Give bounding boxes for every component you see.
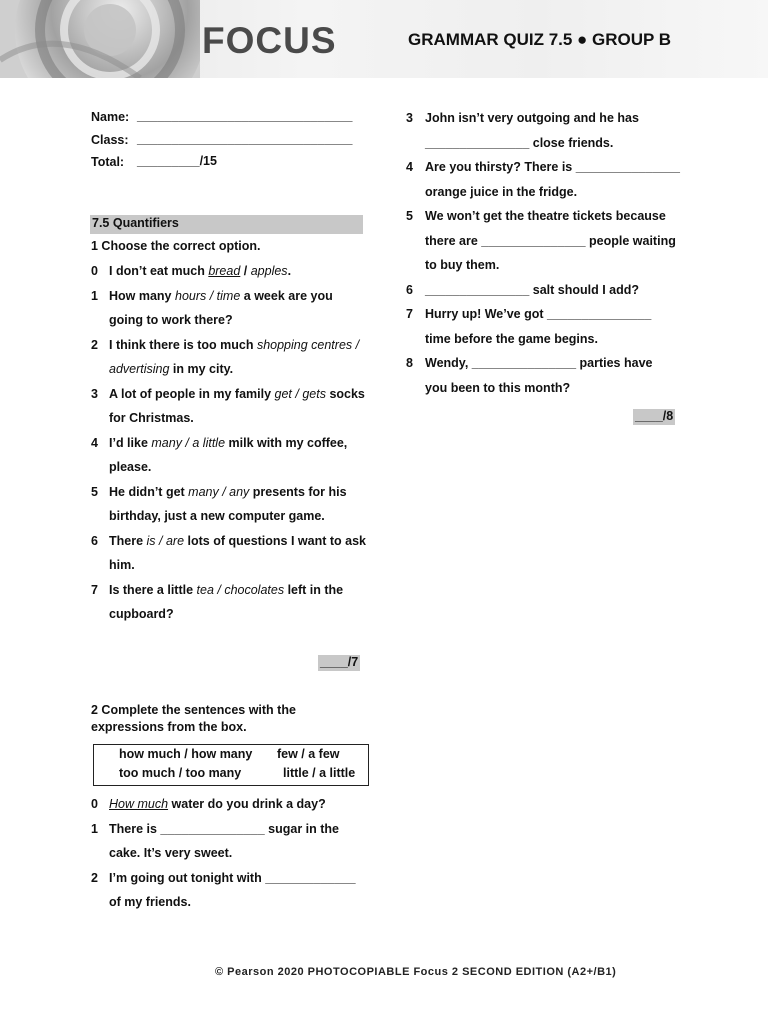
question-number: 2 xyxy=(91,337,98,352)
question-number: 3 xyxy=(91,386,98,401)
question-number: 5 xyxy=(91,484,98,499)
name-label: Name: xyxy=(91,110,130,124)
exercise2-question-text: there are _______________ people waiting xyxy=(425,233,676,248)
question-number: 8 xyxy=(406,356,413,370)
exercise2-question-text: _______________ salt should I add? xyxy=(425,282,640,297)
section-title: 7.5 Quantifiers xyxy=(92,216,179,230)
class-field[interactable]: _______________________________ xyxy=(137,132,353,146)
exercise1-question-text: going to work there? xyxy=(109,313,233,327)
question-number: 6 xyxy=(91,533,98,548)
exercise1-question-text: birthday, just a new computer game. xyxy=(109,509,325,523)
question-number: 1 xyxy=(91,288,98,303)
exercise2-question-text: How much water do you drink a day? xyxy=(109,797,326,811)
page-header xyxy=(0,0,768,78)
exercise2-question-text: There is _______________ sugar in the xyxy=(109,821,340,836)
question-number: 7 xyxy=(91,582,98,597)
exercise1-question-text: for Christmas. xyxy=(109,411,194,425)
brand-logo-text: FOCUS xyxy=(202,20,337,61)
exercise1-question-text: please. xyxy=(109,460,152,474)
quiz-title: GRAMMAR QUIZ 7.5 ● GROUP B xyxy=(408,30,672,49)
name-field[interactable]: _______________________________ xyxy=(137,109,353,123)
exercise1-score[interactable]: ____/7 xyxy=(320,655,359,669)
word-box xyxy=(93,744,369,786)
question-number: 5 xyxy=(406,209,413,223)
exercise1-question-text: He didn’t get many / any presents for his xyxy=(109,484,347,499)
exercise1-question-text: I’d like many / a little milk with my coffee, xyxy=(109,435,348,450)
exercise2-question-text: _______________ close friends. xyxy=(425,135,614,150)
exercise2-question-text: to buy them. xyxy=(425,258,500,272)
question-number: 1 xyxy=(91,821,98,836)
exercise1-question-text: Is there a little tea / chocolates left in the xyxy=(109,582,344,597)
page-footer: © Pearson 2020 PHOTOCOPIABLE Focus 2 SECOND EDITION (A2+/B1) xyxy=(215,966,617,978)
exercise2-question-text: Hurry up! We’ve got _______________ xyxy=(425,307,652,321)
question-number: 0 xyxy=(91,797,98,811)
exercise1-question-text: How many hours / time a week are you xyxy=(109,288,333,303)
exercise2-question-text: We won’t get the theatre tickets because xyxy=(425,209,666,223)
exercise1-question-text: him. xyxy=(109,558,135,572)
exercise1-question-text: I don’t eat much bread / apples. xyxy=(109,264,292,278)
word-box-option: few / a few xyxy=(277,747,340,761)
exercise1-question-text: I think there is too much shopping centres / xyxy=(109,337,360,352)
exercise2-instruction-line2: expressions from the box. xyxy=(91,720,247,734)
exercise2-question-text: Are you thirsty? There is _______________ xyxy=(425,160,681,174)
exercise2-question-text: John isn’t very outgoing and he has xyxy=(425,111,639,125)
question-number: 7 xyxy=(406,307,413,321)
exercise2-question-text: cake. It’s very sweet. xyxy=(109,846,233,860)
total-field[interactable]: _________/15 xyxy=(137,154,217,168)
class-label: Class: xyxy=(91,133,129,147)
question-number: 4 xyxy=(91,435,98,450)
exercise2-question-text: orange juice in the fridge. xyxy=(425,184,578,199)
question-number: 6 xyxy=(406,282,413,297)
exercise2-question-text: time before the game begins. xyxy=(425,331,598,346)
exercise2-question-text: Wendy, _______________ parties have xyxy=(425,356,653,370)
word-box-option: how much / how many xyxy=(119,747,253,761)
question-number: 2 xyxy=(91,870,98,885)
exercise2-instruction-line1: 2 Complete the sentences with the xyxy=(91,703,296,717)
total-label: Total: xyxy=(91,155,125,169)
exercise1-question-text: A lot of people in my family get / gets socks xyxy=(109,386,365,401)
exercise2-question-text: you been to this month? xyxy=(425,380,571,395)
question-number: 0 xyxy=(91,264,98,278)
exercise1-instruction: 1 Choose the correct option. xyxy=(91,239,261,253)
question-number: 4 xyxy=(406,160,413,174)
exercise2-question-text: I’m going out tonight with _____________ xyxy=(109,870,356,885)
exercise2-score[interactable]: ____/8 xyxy=(635,409,674,423)
exercise1-question-text: cupboard? xyxy=(109,607,174,621)
question-number: 3 xyxy=(406,111,413,125)
exercise2-question-text: of my friends. xyxy=(109,895,191,909)
exercise1-question-text: There is / are lots of questions I want to ask xyxy=(109,533,366,548)
exercise1-question-text: advertising in my city. xyxy=(109,362,234,376)
word-box-option: little / a little xyxy=(283,766,356,780)
word-box-option: too much / too many xyxy=(119,766,242,780)
focus-swirl-logo-graphic xyxy=(0,0,200,78)
section-header xyxy=(90,215,363,234)
